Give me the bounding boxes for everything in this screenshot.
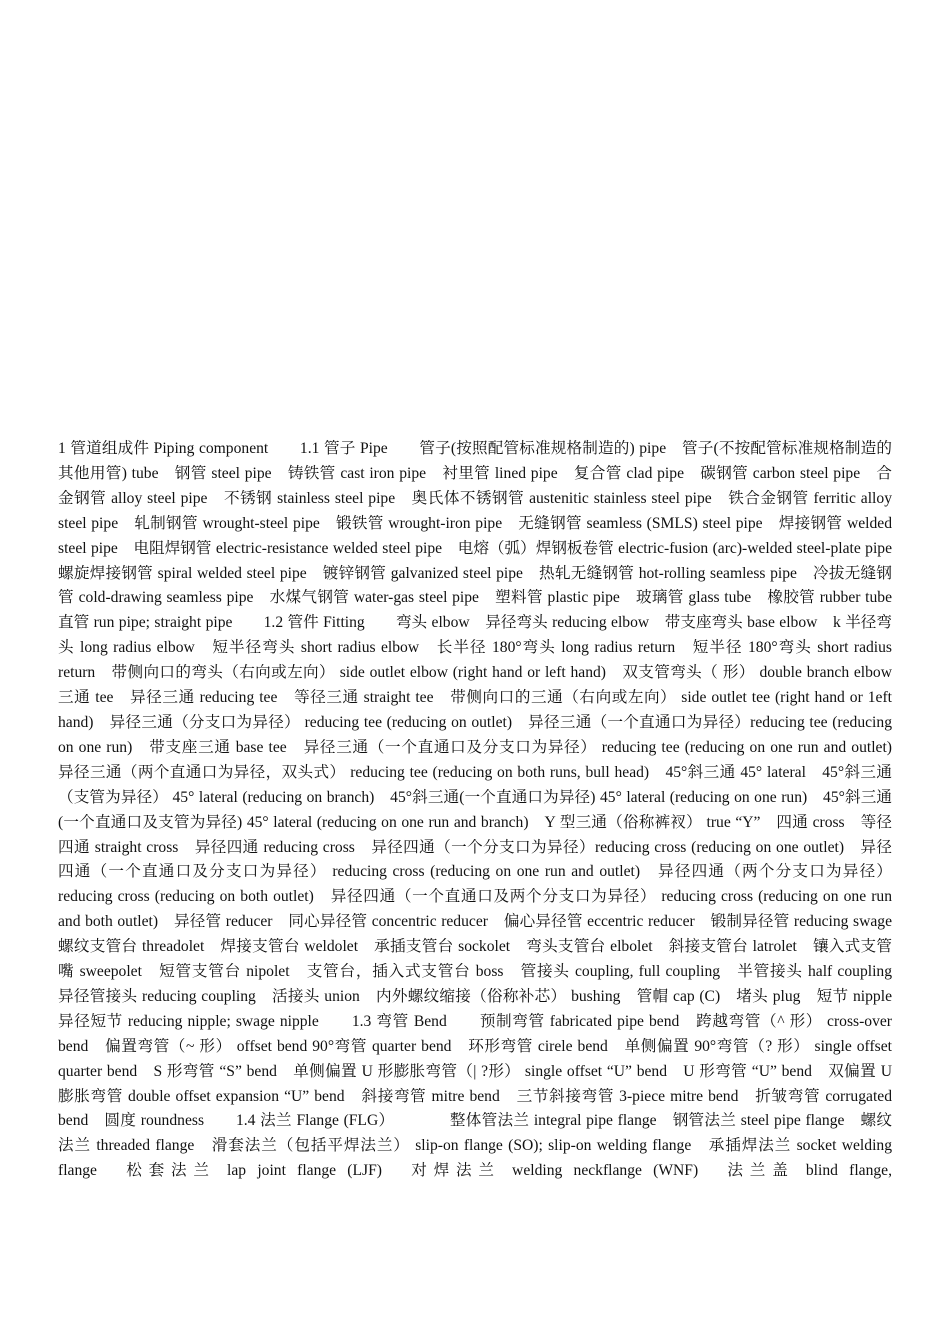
- glossary-paragraph: 1 管道组成件 Piping component 1.1 管子 Pipe 管子(按照配管标准规格制造的) pipe 管子(不按配管标准规格制造的其他用管) tube 钢管 steel pipe 铸铁管 cast iron pipe 衬里管 lined pipe 复合管 clad pipe 碳钢管 carbon steel pipe 合金钢管 alloy steel pipe 不锈钢 stainless steel pipe 奥氏体不锈钢管 austenitic stainless steel pipe 铁合金钢管 ferritic alloy steel pipe 轧制钢管 wrought-steel pipe 锻铁管 wrought-iron pipe 无缝钢管 seamless (SMLS) steel pipe 焊接钢管 welded steel pipe 电阻焊钢管 electric-resistance welded steel pipe 电熔（弧）焊钢板卷管 electric-fusion (arc)-welded steel-plate pipe 螺旋焊接钢管 spiral welded steel pipe 镀锌钢管 galvanized steel pipe 热轧无缝钢管 hot-rolling seamless pipe 冷拔无缝钢管 cold-drawing seamless pipe 水煤气钢管 water-gas steel pipe 塑料管 plastic pipe 玻璃管 glass tube 橡胶管 rubber tube 直管 run pipe; straight pipe 1.2 管件 Fitting 弯头 elbow 异径弯头 reducing elbow 带支座弯头 base elbow k 半径弯头 long radius elbow 短半径弯头 short radius elbow 长半径 180°弯头 long radius return 短半径 180°弯头 short radius return 带侧向口的弯头（右向或左向） side outlet elbow (right hand or left hand) 双支管弯头（ 形） double branch elbow 三通 tee 异径三通 reducing tee 等径三通 straight tee 带侧向口的三通（右向或左向） side outlet tee (right hand or 1eft hand) 异径三通（分支口为异径） reducing tee (reducing on outlet) 异径三通（一个直通口为异径）reducing tee (reducing on one run) 带支座三通 base tee 异径三通（一个直通口及分支口为异径） reducing tee (reducing on one run and outlet) 异径三通（两个直通口为异径，双头式） reducing tee (reducing on both runs, bull head) 45°斜三通 45° lateral 45°斜三通（支管为异径） 45° lateral (reducing on branch) 45°斜三通(一个直通口为异径) 45° lateral (reducing on one run) 45°斜三通(一个直通口及支管为异径) 45° lateral (reducing on one run and branch) Y 型三通（俗称裤衩） true “Y” 四通 cross 等径四通 straight cross 异径四通 reducing cross 异径四通（一个分支口为异径）reducing cross (reducing on one outlet) 异径四通（一个直通口及分支口为异径） reducing cross (reducing on one run and outlet) 异径四通（两个分支口为异径） reducing cross (reducing on both outlet) 异径四通（一个直通口及两个分支口为异径） reducing cross (reducing on one run and both outlet) 异径管 reducer 同心异径管 concentric reducer 偏心异径管 eccentric reducer 锻制异径管 reducing swage 螺纹支管台 threadolet 焊接支管台 weldolet 承插支管台 sockolet 弯头支管台 elbolet 斜接支管台 latrolet 镶入式支管嘴 sweepolet 短管支管台 nipolet 支管台，插入式支管台 boss 管接头 coupling, full coupling 半管接头 half coupling 异径管接头 reducing coupling 活接头 union 内外螺纹缩接（俗称补芯） bushing 管帽 cap (C) 堵头 plug 短节 nipple 异径短节 reducing nipple; swage nipple 1.3 弯管 Bend 预制弯管 fabricated pipe bend 跨越弯管（^ 形） cross-over bend 偏置弯管（~ 形） offset bend 90°弯管 quarter bend 环形弯管 cirele bend 单侧偏置 90°弯管（? 形） single offset quarter bend S 形弯管 “S” bend 单侧偏置 U 形膨胀弯管（| ?形） single offset “U” bend U 形弯管 “U” bend 双偏置 U 膨胀弯管 double offset expansion “U” bend 斜接弯管 mitre bend 三节斜接弯管 3-piece mitre bend 折皱弯管 corrugated bend 圆度 roundness 1.4 法兰 Flange (FLG） 整体管法兰 integral pipe flange 钢管法兰 steel pipe flange 螺纹法兰 threaded flange 滑套法兰（包括平焊法兰） slip-on flange (SO); slip-on welding flange 承插焊法兰 socket welding flange 松套法兰 lap joint flange (LJF) 对焊法兰 welding neckflange (WNF) 法兰盖 blind flange,: [58, 440, 908, 1180]
